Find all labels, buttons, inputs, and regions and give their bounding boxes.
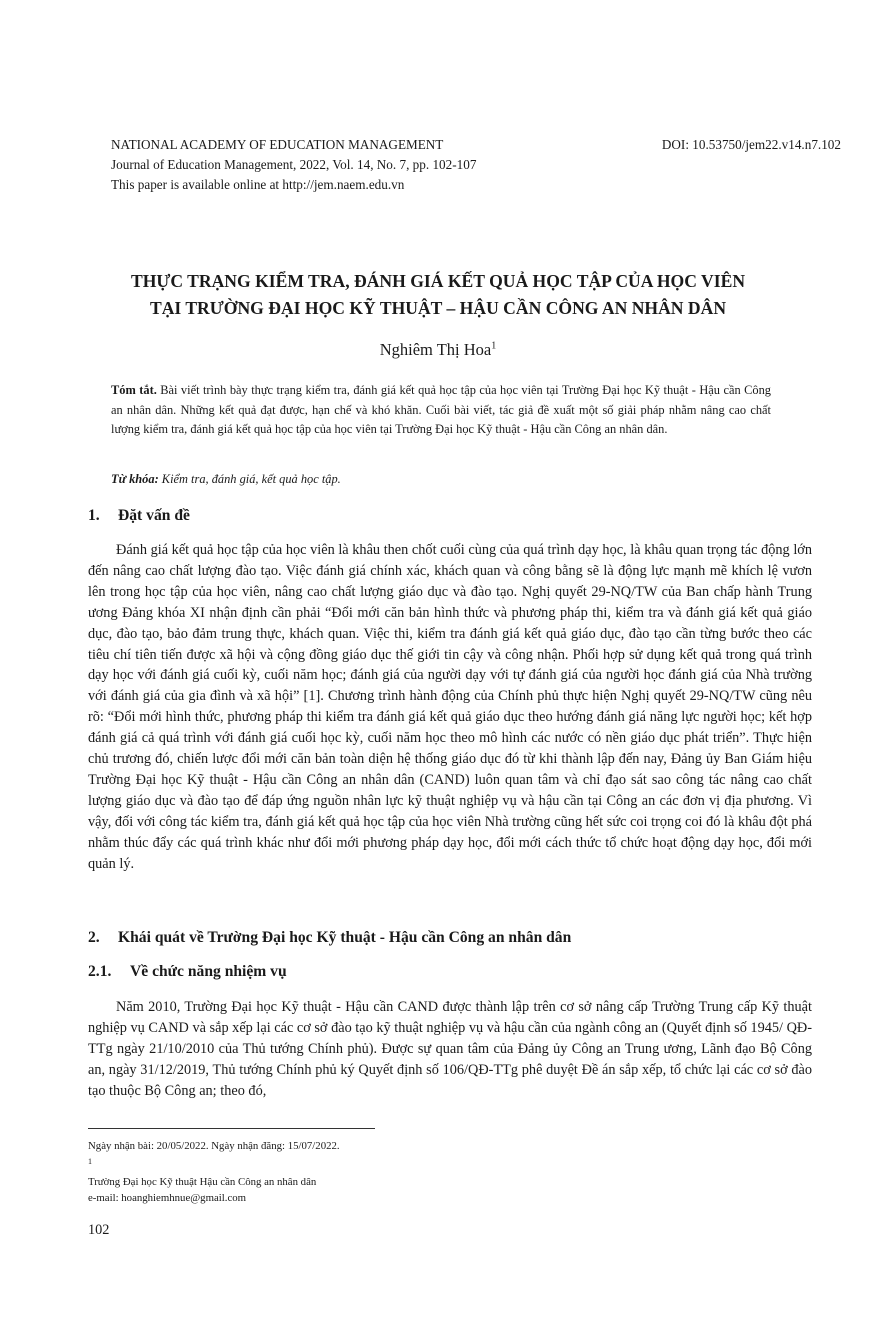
footnote-affiliation [88,1154,340,1190]
keywords [111,472,771,487]
section-1-paragraph: Đánh giá kết quả học tập của học viên là khâu then chốt cuối cùng của quá trình dạy học, là khâu quan trọng tác động lớn đến nâng cao chất lượng đào tạo. Việc đánh giá chính xác, khách quan và công bằng sẽ là động lực mạnh mẽ khích lệ vươn lên trong học tập của học viên, nâng cao chất lượng giáo dục và đào tạo. Nghị quyết 29-NQ/TW của Ban chấp hành Trung ương Đảng khóa XI nhận định cần phải “Đổi mới căn bản hình thức và phương pháp thi, kiểm tra và đánh giá kết quả giáo dục, đào tạo, bảo đảm trung thực, khách quan. Việc thi, kiểm tra đánh giá kết quả giáo dục, đào tạo cần từng bước theo các tiêu chí tiên tiến được xã hội và cộng đồng giáo dục thế giới tin cậy và công nhận. Phối hợp sử dụng kết quả trong quá trình dạy học với đánh giá cuối kỳ, cuối năm học; đánh giá của người dạy với tự đánh giá của người học đánh giá của Nhà trường với đánh giá của gia đình và xã hội” [1]. Chương trình hành động của Chính phủ thực hiện Nghị quyết 29-NQ/TW cũng nêu rõ: “Đổi mới hình thức, phương pháp thi kiểm tra đánh giá kết quả giáo dục theo hướng đánh giá năng lực người học; kết hợp đánh giá cả quá trình với đánh giá cuối học kỳ, cuối năm học theo mô hình các nước có nền giáo dục phát triển”. Thực hiện chủ trương đó, chiến lược đổi mới căn bản toàn diện hệ thống giáo dục đó từ khi thành lập đến nay, Đảng ủy Ban Giám hiệu Trường Đại học Kỹ thuật - Hậu cần Công an nhân dân (CAND) luôn quan tâm và chỉ đạo sát sao công tác nâng cao chất lượng giáo dục và đào tạo để đáp ứng nguồn nhân lực kỹ thuật nghiệp vụ và hậu cần tại Công an các đơn vị địa phương. Vì vậy, đối với công tác kiểm tra, đánh giá kết quả học tập của học viên Nhà trường cũng hết sức coi trọng coi đó là khâu đột phá nhằm thúc đẩy các quá trình khác như đổi mới phương pháp dạy học, đổi mới cách thức tổ chức hoạt động dạy học, đổi mới quản lý. [88,542,812,872]
footnote-email[interactable]: e-mail: hoanghiemhnue@gmail.com [88,1191,247,1204]
abstract-label: Tóm tắt. [111,383,157,397]
section-title: Đặt vấn đề [118,507,190,524]
author-affiliation-marker: 1 [491,340,497,352]
section-number: 1. [88,507,100,524]
footnote-marker: 1 [88,1157,92,1166]
footnotes [88,1138,340,1206]
section-number: 2. [88,929,100,946]
journal-header [111,135,841,195]
title-line-1: THỰC TRẠNG KIỂM TRA, ĐÁNH GIÁ KẾT QUẢ HỌC TẬP CỦA HỌC VIÊN [130,271,746,291]
paper-title [90,268,786,322]
footnote-divider [88,1128,375,1129]
section-number: 2.1. [88,963,112,980]
keywords-label: Từ khóa: [111,472,159,486]
title-line-2: TẠI TRƯỜNG ĐẠI HỌC KỸ THUẬT – HẬU CẦN CÔNG AN NHÂN DÂN [149,298,727,318]
section-2-1-heading [88,963,287,981]
section-1-heading [88,507,190,525]
footnote-affiliation-text: Trường Đại học Kỹ thuật Hậu cần Công an nhân dân [88,1175,317,1188]
author [90,340,786,360]
doi[interactable]: DOI: 10.53750/jem22.v14.n7.102 [661,137,841,152]
page-number: 102 [88,1222,110,1238]
section-2-1-paragraph: Năm 2010, Trường Đại học Kỹ thuật - Hậu cần CAND được thành lập trên cơ sở nâng cấp Trường Trung cấp Kỹ thuật nghiệp vụ CAND và sắp xếp lại các cơ sở đào tạo kỹ thuật nghiệp vụ và hậu cần của ngành công an (Quyết định số 1945/ QĐ-TTg ngày 21/10/2010 của Thủ tướng Chính phủ). Được sự quan tâm của Đảng ủy Công an Trung ương, Lãnh đạo Bộ Công an, ngày 31/12/2019, Thủ tướng Chính phủ ký Quyết định số 106/QĐ-TTg phê duyệt Đề án sắp xếp, tổ chức lại các cơ sở đào tạo thuộc Bộ Công an; theo đó, [88,999,812,1099]
availability-note: This paper is available online at http://jem.naem.edu.vn [111,177,405,192]
section-2-heading [88,929,571,947]
keywords-text: Kiểm tra, đánh giá, kết quả học tập. [158,472,341,486]
institution-name: NATIONAL ACADEMY OF EDUCATION MANAGEMENT [111,137,444,152]
abstract-text: Bài viết trình bày thực trạng kiểm tra, đánh giá kết quả học tập của học viên tại Trường Đại học Kỹ thuật - Hậu cần Công an nhân dân. Những kết quả đạt được, hạn chế và khó khăn. Cuối bài viết, tác giả đề xuất một số giải pháp nhằm nâng cao chất lượng kiểm tra, đánh giá kết quả học tập của học viên tại Trường Đại học Kỹ thuật - Hậu cần Công an nhân dân. [111,383,771,437]
journal-citation: Journal of Education Management, 2022, Vol. 14, No. 7, pp. 102-107 [111,157,477,172]
footnote-dates: Ngày nhận bài: 20/05/2022. Ngày nhận đăng: 15/07/2022. [88,1140,340,1152]
section-title: Về chức năng nhiệm vụ [130,963,287,980]
section-title: Khái quát về Trường Đại học Kỹ thuật - Hậu cần Công an nhân dân [118,929,572,946]
author-name: Nghiêm Thị Hoa [379,340,492,359]
abstract [111,381,771,440]
